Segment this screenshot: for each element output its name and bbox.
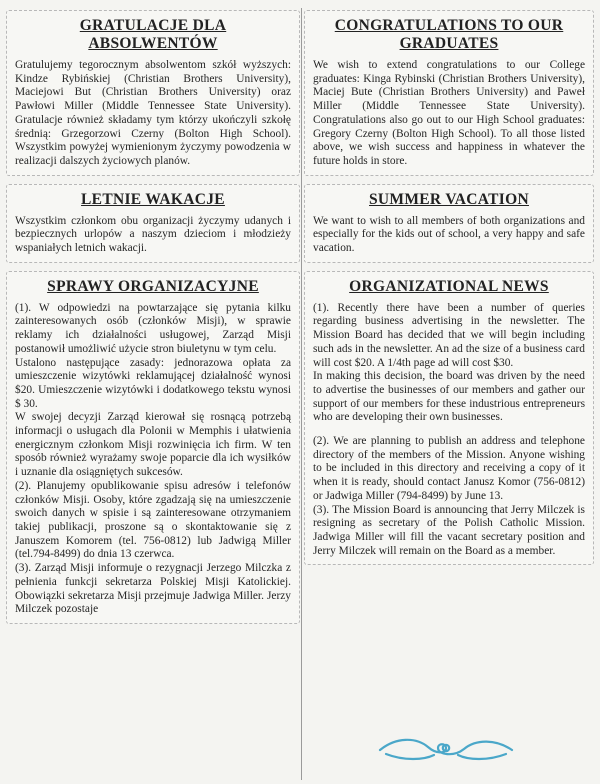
congrats-heading-pl-line2: ABSOLWENTÓW — [88, 35, 218, 52]
summer-body-en: We want to wish to all members of both organizations and especially for the kids out of school, a very happy and safe vacation. — [313, 214, 585, 255]
summer-section-en — [304, 184, 594, 263]
congrats-body-en: We wish to extend congratulations to our College graduates: Kinga Rybinski (Christian Brothers University), Maciej Bute (Christian Brothers University) and Paweł Miller (Middle Tennessee State University). Congratulations also go out to our High School graduates: Gregory Czerny (Bolton High School). To all those listed above, we wish success and happiness in whatever the future holds in store. — [313, 59, 585, 167]
congrats-heading-pl-line1: GRATULACJE DLA — [79, 17, 227, 34]
news-paragraph-en-1: (1). Recently there have been a number of queries regarding business advertising in the newsletter. The Mission Board has decided that we will begin including such ads in the newsletter. An ad the size of a business card will cost $20. A 1/4th page ad will cost $30. — [313, 301, 585, 369]
news-heading-pl: SPRAWY ORGANIZACYJNE — [47, 277, 259, 295]
news-section-pl — [6, 271, 300, 624]
congrats-heading-pl — [15, 17, 291, 53]
summer-heading-en: SUMMER VACATION — [369, 190, 529, 208]
column-divider — [301, 8, 302, 780]
news-paragraph-en-4: (3). The Mission Board is announcing that Jerry Milczek is resigning as secretary of the Polish Catholic Mission. Jadwiga Miller will fill the vacant secretary position and Jerry Milczek will remain on the Board as a member. — [313, 503, 585, 557]
news-paragraph-en-3: (2). We are planning to publish an address and telephone directory of the members of the Mission. Anyone wishing to be included in this directory and receiving a copy of it when it is ready, should contact Janusz Komor (756-0812) or Jadwiga Miller (794-8499) by June 13. — [313, 435, 585, 502]
english-column — [304, 10, 594, 565]
congrats-heading-en-line1: CONGRATULATIONS TO OUR — [334, 17, 564, 34]
news-paragraph-pl-5: (3). Zarząd Misji informuje o rezygnacji Jerzego Milczka z pełnienia funkcji sekretarza Polskiej Misji Katolickiej. Obowiązki sekretarza Misji przejmuje Jadwiga Miller. Jerzy Milczek pozostaje — [15, 562, 291, 616]
summer-body-pl: Wszystkim członkom obu organizacji życzymy udanych i bezpiecznych urlopów a naszym dzieciom i młodzieży wspaniałych letnich wakacji. — [15, 214, 291, 255]
summer-section-pl — [6, 184, 300, 263]
congrats-section-en — [304, 10, 594, 176]
congrats-heading-en — [313, 17, 585, 53]
congrats-section-pl — [6, 10, 300, 176]
news-paragraph-pl-1: (1). W odpowiedzi na powtarzające się pytania kilku zainteresowanych osób (członków Misji), w sprawie reklamy ich działalności usługowej, Zarząd Misji postanowił umożliwić użycie stron biuletynu w tym celu. — [15, 301, 291, 355]
news-paragraph-pl-3: W swojej decyzji Zarząd kierował się rosnącą potrzebą informacji o usługach dla Polonii w Memphis i ułatwienia energicznym członkom Misji rozwinięcia ich firm. W ten sposób również wyrażamy swoje poparcie dla ich wysiłków i uznanie dla osiągniętych sukcesów. — [15, 411, 291, 479]
congrats-body-pl: Gratulujemy tegorocznym absolwentom szkół wyższych: Kindze Rybińskiej (Christian Brothers University), Maciejowi But (Christian Brothers University) oraz Pawłowi Miller (Middle Tennessee State University). Gratulacje również składamy tym którzy ukończyli szkołę średnią: Grzegorzowi Czerny (Bolton High School). Wszystkim powyżej wymienionym życzymy powodzenia w realizacji dalszych życiowych planów. — [15, 59, 291, 167]
flourish-ornament-icon — [376, 733, 516, 763]
news-section-en — [304, 271, 594, 566]
news-heading-en: ORGANIZATIONAL NEWS — [349, 277, 549, 295]
news-paragraph-pl-2: Ustalono następujące zasady: jednorazowa opłata za umieszczenie wizytówki reklamującej działalność wynosi $20. Umieszczenie wizytówki i dodatkowego tekstu wynosi $ 30. — [15, 356, 291, 410]
news-paragraph-en-2: In making this decision, the board was driven by the need to advertise the businesses of our members and gather our support of our members for these industrious entrepreneurs who are developing their own businesses. — [313, 370, 585, 424]
congrats-heading-en-line2: GRADUATES — [399, 35, 499, 52]
summer-heading-pl: LETNIE WAKACJE — [81, 190, 225, 208]
news-paragraph-pl-4: (2). Planujemy opublikowanie spisu adresów i telefonów członków Misji. Osoby, które zgadzają się na umieszczenie swoich danych w spisie i są zainteresowane otrzymaniem takiej publikacji, proszone są o skontaktowanie się z Januszem Komorem (tel. 756-0812) lub Jadwigą Miller (tel.794-8499) do dnia 13 czerwca. — [15, 479, 291, 561]
polish-column — [6, 10, 300, 624]
